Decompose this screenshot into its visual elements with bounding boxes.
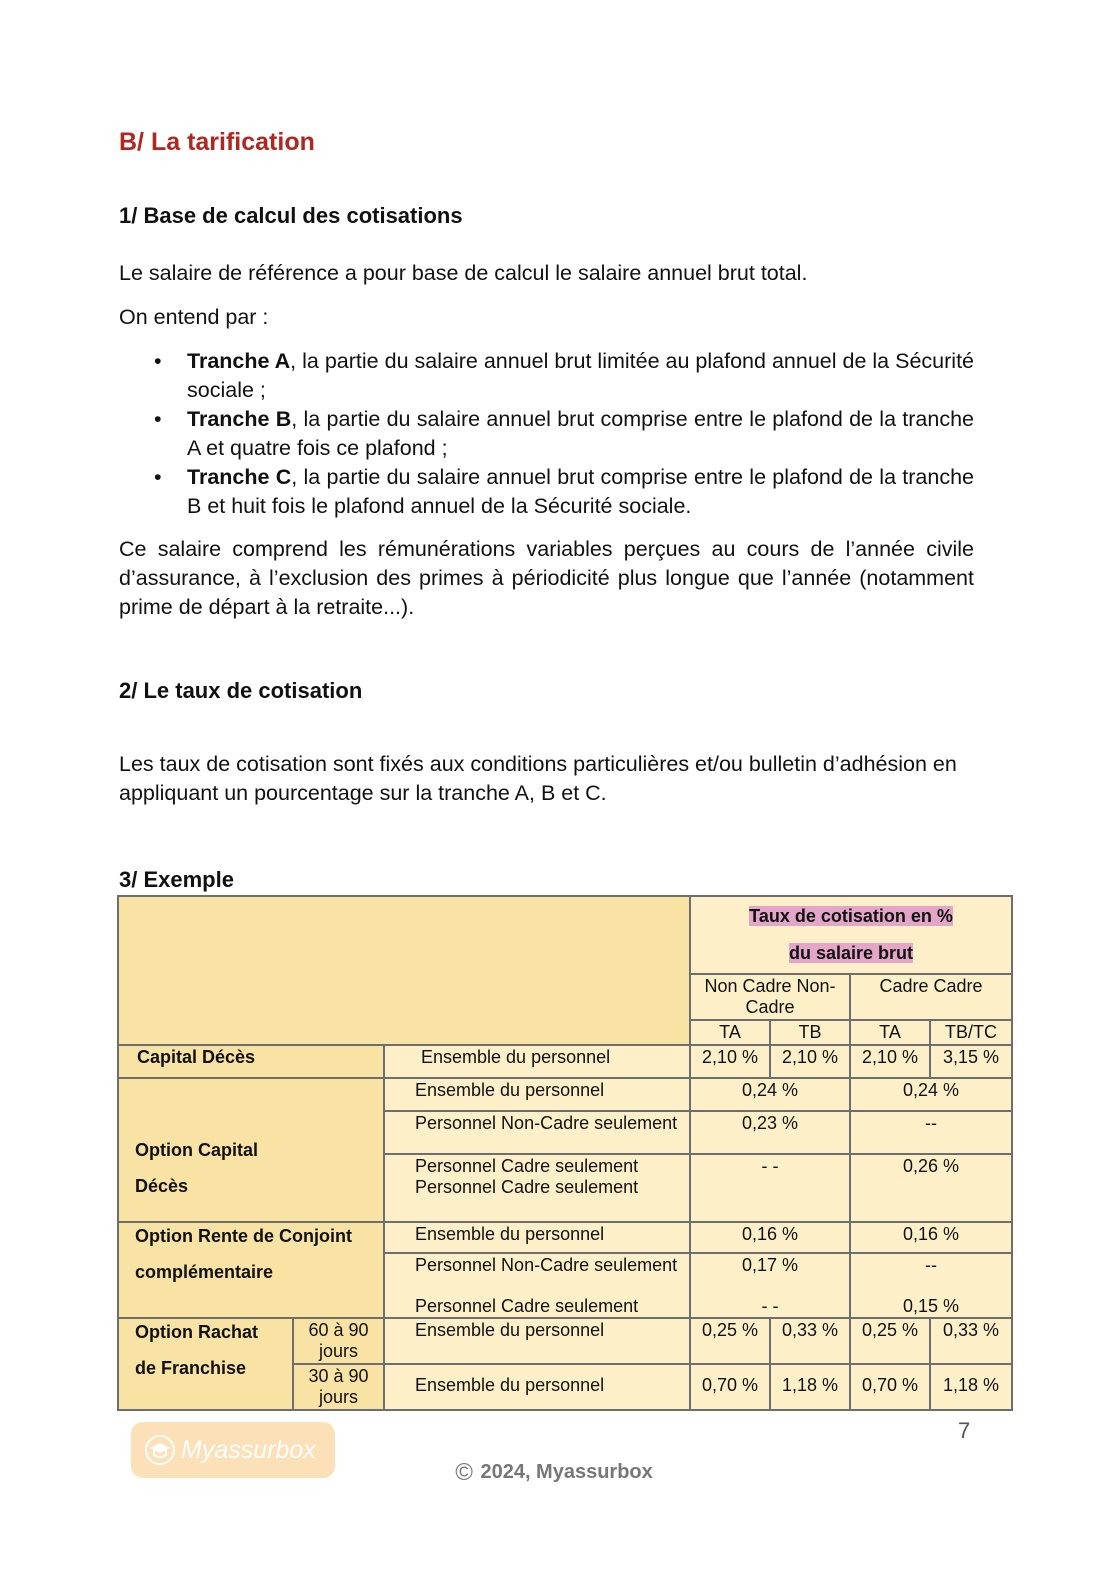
header-taux-line1: Taux de cotisation en % bbox=[749, 906, 953, 926]
tranche-term: Tranche B bbox=[187, 407, 292, 431]
population-line: Personnel Cadre seulement bbox=[415, 1156, 639, 1176]
list-item-tranche-a bbox=[119, 347, 974, 405]
paragraph-remunerations: Ce salaire comprend les rémunérations variables perçues au cours de l’année civile d’assurance, à l’exclusion des primes à périodicité plus longue que l’année (notamment prime de départ à la retraite...). bbox=[119, 537, 974, 619]
table-row bbox=[118, 1045, 1012, 1078]
value-cell: -- bbox=[850, 1111, 1012, 1154]
subheader-tb-tc: TB/TC bbox=[930, 1020, 1012, 1045]
value-cell: 2,10 % bbox=[770, 1045, 850, 1078]
value-cell: 1,18 % bbox=[930, 1364, 1012, 1410]
copyright-icon: © bbox=[455, 1459, 473, 1486]
population-cell: Ensemble du personnel bbox=[384, 1364, 690, 1410]
population-cell: Ensemble du personnel bbox=[384, 1045, 690, 1078]
page-number: 7 bbox=[958, 1418, 971, 1443]
cotisation-table bbox=[117, 895, 1013, 1411]
list-item-tranche-c bbox=[119, 463, 974, 521]
subheader-ta: TA bbox=[690, 1020, 770, 1045]
population-cell: Personnel Non-Cadre seulement bbox=[384, 1253, 690, 1296]
population-cell: Ensemble du personnel bbox=[384, 1318, 690, 1364]
row-label-line: complémentaire bbox=[135, 1262, 274, 1282]
tranche-term: Tranche A bbox=[187, 349, 291, 373]
value-cell: 0,33 % bbox=[930, 1318, 1012, 1364]
subheader-tb: TB bbox=[770, 1020, 850, 1045]
bullet-icon: • bbox=[154, 465, 162, 489]
value-cell: - - bbox=[690, 1296, 850, 1318]
value-cell: 0,24 % bbox=[690, 1078, 850, 1111]
population-cell: Personnel Cadre seulement bbox=[384, 1296, 690, 1318]
value-cell: 3,15 % bbox=[930, 1045, 1012, 1078]
value-cell: 0,23 % bbox=[690, 1111, 850, 1154]
bullet-icon: • bbox=[154, 349, 162, 373]
table-row bbox=[118, 1318, 1012, 1364]
tranche-list bbox=[119, 347, 974, 521]
period-cell: 60 à 90 jours bbox=[293, 1318, 384, 1364]
row-label-line: Option Rente de Conjoint bbox=[135, 1226, 352, 1246]
value-cell: 0,15 % bbox=[850, 1296, 1012, 1318]
row-label-option-capital-deces bbox=[118, 1078, 384, 1222]
tranche-text: , la partie du salaire annuel brut limitée au plafond annuel de la Sécurité sociale ; bbox=[187, 349, 974, 402]
value-cell: 2,10 % bbox=[850, 1045, 930, 1078]
paragraph-salaire-reference: Le salaire de référence a pour base de calcul le salaire annuel brut total. bbox=[119, 261, 808, 285]
value-cell: 0,26 % bbox=[850, 1154, 1012, 1222]
tranche-text: , la partie du salaire annuel brut comprise entre le plafond de la tranche A et quatre fois ce plafond ; bbox=[187, 407, 975, 460]
value-cell: 0,70 % bbox=[850, 1364, 930, 1410]
value-cell: 0,70 % bbox=[690, 1364, 770, 1410]
row-label-line: Option Rachat bbox=[135, 1322, 259, 1342]
bullet-icon: • bbox=[154, 407, 162, 431]
header-taux-line2: du salaire brut bbox=[789, 943, 914, 963]
value-cell: 0,16 % bbox=[850, 1222, 1012, 1253]
table-header-row bbox=[118, 896, 1012, 974]
value-cell: 2,10 % bbox=[690, 1045, 770, 1078]
value-cell: - - bbox=[690, 1154, 850, 1222]
logo-text: Myassurbox bbox=[181, 1435, 316, 1464]
value-cell: 0,25 % bbox=[850, 1318, 930, 1364]
value-cell: 0,24 % bbox=[850, 1078, 1012, 1111]
population-cell: Personnel Non-Cadre seulement bbox=[384, 1111, 690, 1154]
population-cell: Ensemble du personnel bbox=[384, 1222, 690, 1253]
value-cell: 1,18 % bbox=[770, 1364, 850, 1410]
paragraph-on-entend-par: On entend par : bbox=[119, 305, 269, 329]
row-label-line: de Franchise bbox=[135, 1358, 247, 1378]
population-line: Personnel Cadre seulement bbox=[415, 1177, 639, 1197]
table-row bbox=[118, 1078, 1012, 1111]
subsection-title-exemple: 3/ Exemple bbox=[119, 867, 234, 892]
table-row bbox=[118, 1222, 1012, 1253]
period-cell: 30 à 90 jours bbox=[293, 1364, 384, 1410]
header-non-cadre: Non Cadre Non-Cadre bbox=[690, 974, 850, 1020]
paragraph-taux-cotisation: Les taux de cotisation sont fixés aux conditions particulières et/ou bulletin d’adhésion en appliquant un pourcentage sur la tranche A, B et C. bbox=[119, 752, 957, 805]
value-cell: -- bbox=[850, 1253, 1012, 1296]
value-cell: 0,25 % bbox=[690, 1318, 770, 1364]
value-cell: 0,33 % bbox=[770, 1318, 850, 1364]
row-label-line: Décès bbox=[135, 1175, 189, 1196]
section-title: B/ La tarification bbox=[119, 128, 315, 156]
population-cell bbox=[384, 1154, 690, 1222]
tranche-term: Tranche C bbox=[187, 465, 292, 489]
subsection-title-base-calcul: 1/ Base de calcul des cotisations bbox=[119, 203, 463, 228]
row-label-capital-deces: Capital Décès bbox=[118, 1045, 384, 1078]
row-label-option-rente bbox=[118, 1222, 384, 1318]
population-cell: Ensemble du personnel bbox=[384, 1078, 690, 1111]
list-item-tranche-b bbox=[119, 405, 974, 463]
tranche-text: , la partie du salaire annuel brut comprise entre le plafond de la tranche B et huit fois le plafond annuel de la Sécurité sociale. bbox=[187, 465, 975, 518]
subsection-title-taux: 2/ Le taux de cotisation bbox=[119, 678, 363, 703]
subheader-ta: TA bbox=[850, 1020, 930, 1045]
table-corner-cell bbox=[118, 896, 690, 1045]
copyright-text: 2024, Myassurbox bbox=[480, 1461, 653, 1483]
header-taux bbox=[690, 896, 1012, 974]
value-cell: 0,16 % bbox=[690, 1222, 850, 1253]
copyright-footer bbox=[0, 1459, 1108, 1487]
row-label-option-rachat bbox=[118, 1318, 293, 1410]
row-label-line: Option Capital bbox=[135, 1139, 258, 1160]
value-cell: 0,17 % bbox=[690, 1253, 850, 1296]
header-cadre: Cadre Cadre bbox=[850, 974, 1012, 1020]
